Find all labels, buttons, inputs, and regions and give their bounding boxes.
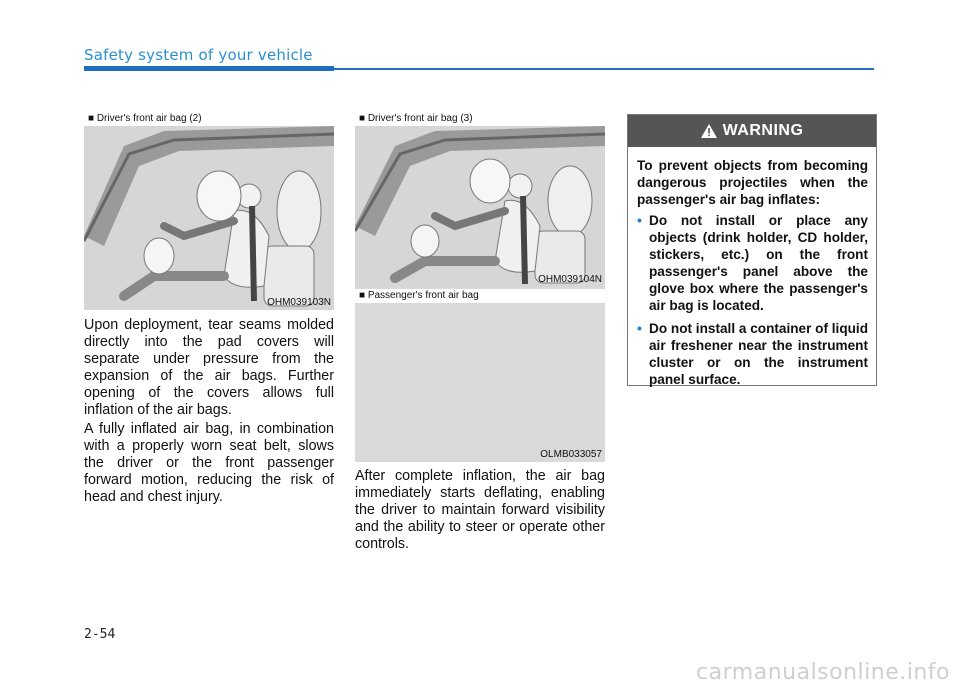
section-title: Safety system of your vehicle <box>84 46 313 64</box>
figure-caption: ■ Driver's front air bag (3) <box>355 112 605 126</box>
figure-caption: ■ Passenger's front air bag <box>355 289 605 303</box>
warning-intro: To prevent objects from becoming dangerous projectiles when the passenger's air bag inflates: <box>637 158 868 207</box>
warning-list <box>628 212 876 388</box>
warning-item-text: Do not install or place any objects (drink holder, CD holder, stickers, etc.) on the front passenger's panel above the glove box where the passenger's air bag is located. <box>649 213 868 313</box>
figure-code: OHM039103N <box>267 297 331 308</box>
figure-driver-airbag-3 <box>355 112 605 287</box>
figure-code: OHM039104N <box>538 274 602 285</box>
warning-box <box>627 114 877 386</box>
warning-header <box>628 115 876 147</box>
warning-title: WARNING <box>722 122 804 139</box>
body-paragraph-deflating: After complete inflation, the air bag immediately starts deflating, enabling the driver to maintain forward visibility and the ability to steer or operate other controls. <box>355 468 605 552</box>
driver-airbag-illustration <box>84 126 334 310</box>
figure-caption: ■ Driver's front air bag (2) <box>84 112 334 126</box>
figure-driver-airbag-2 <box>84 112 334 310</box>
page-number: 2-54 <box>84 627 116 642</box>
warning-triangle-icon <box>701 124 717 138</box>
header-rule-thin <box>334 68 874 70</box>
bullet-icon: • <box>637 320 642 336</box>
body-paragraph-inflated: A fully inflated air bag, in combination with a properly worn seat belt, slows the driver or the front passenger forward motion, reducing the risk of head and chest injury. <box>84 421 334 505</box>
figure-passenger-airbag <box>355 287 605 462</box>
warning-item <box>637 320 868 388</box>
watermark: carmanualsonline.info <box>696 660 950 685</box>
warning-item-text: Do not install a container of liquid air freshener near the instrument cluster or on the instrument panel surface. <box>649 321 869 387</box>
bullet-icon: • <box>637 212 642 228</box>
warning-item <box>637 212 868 314</box>
body-paragraph-deployment: Upon deployment, tear seams molded directly into the pad covers will separate under pressure from the expansion of the air bags. Further opening of the covers allows full inflation of the air bags. <box>84 317 334 418</box>
driver-airbag-deflating-illustration <box>355 126 605 287</box>
figure-code: OLMB033057 <box>540 449 602 460</box>
header-rule-thick <box>84 66 334 71</box>
